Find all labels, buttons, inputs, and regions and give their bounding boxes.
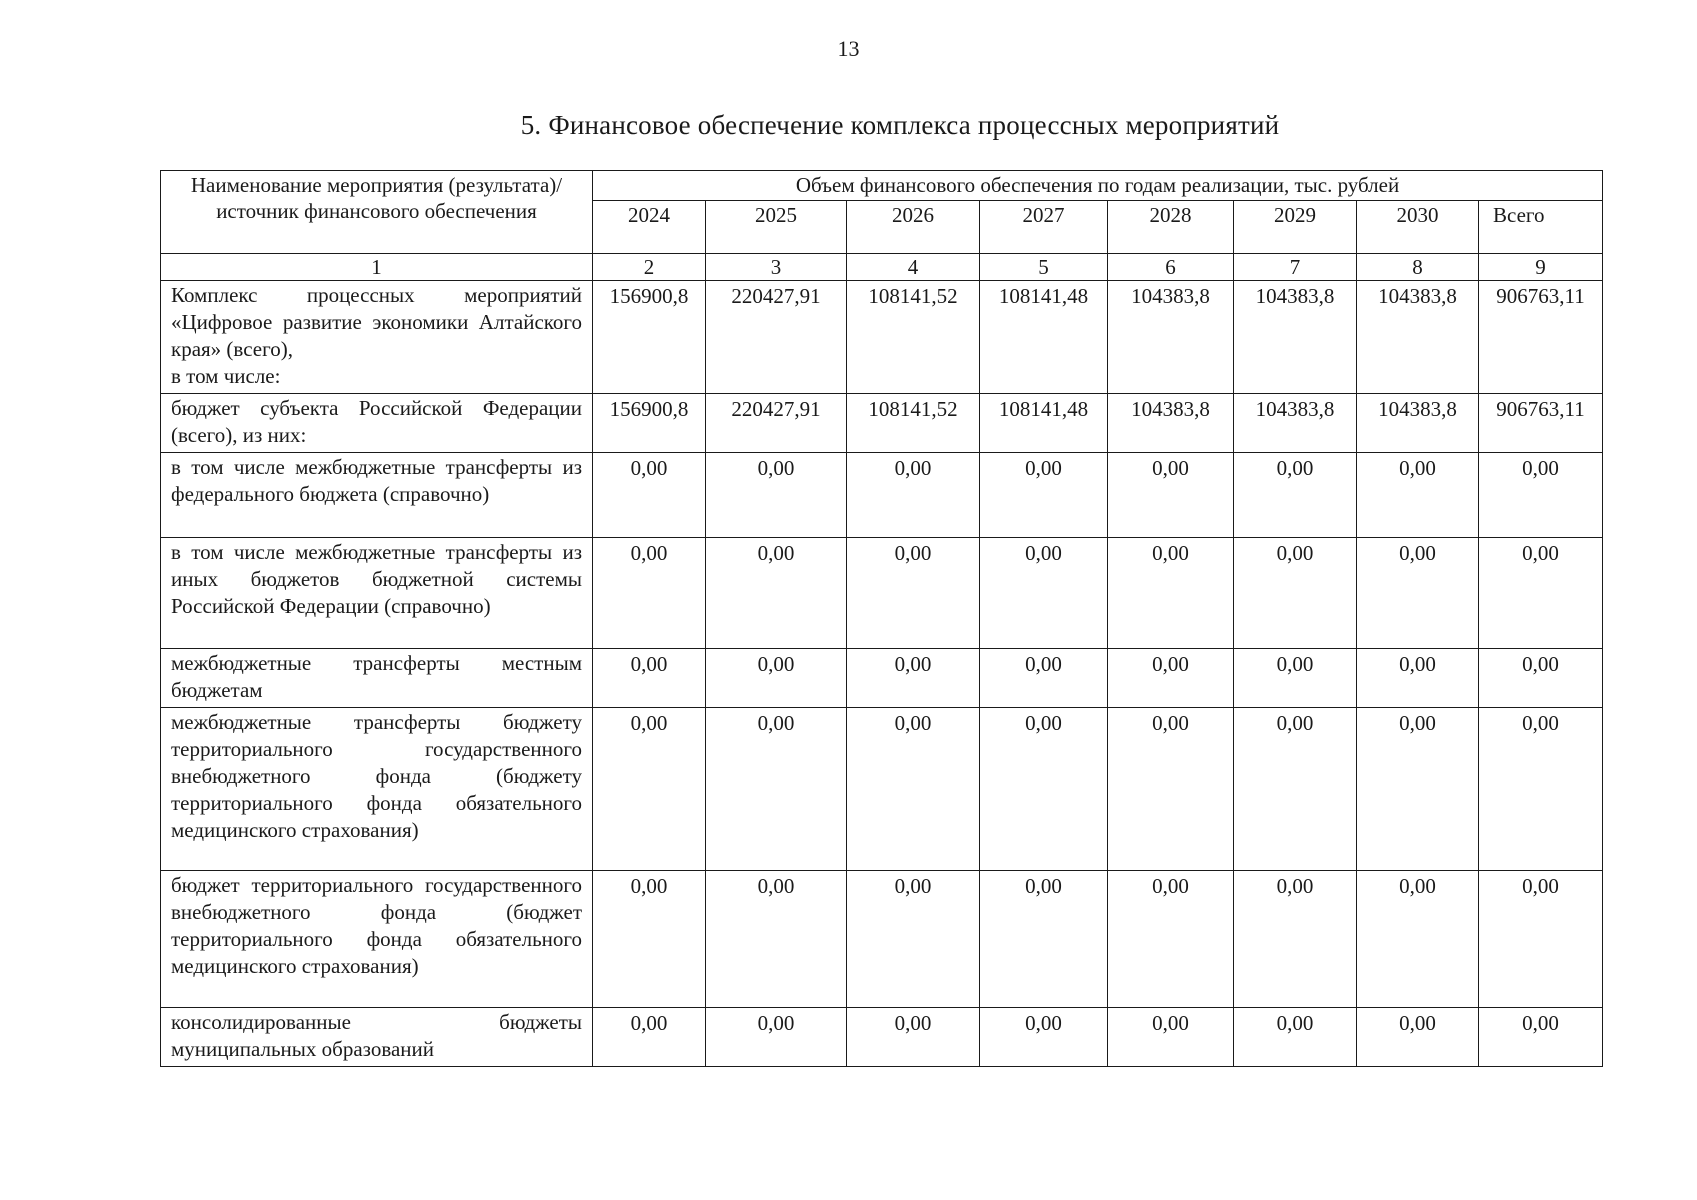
value-cell: 0,00 — [706, 649, 847, 708]
document-title: 5. Финансовое обеспечение комплекса процессных мероприятий — [520, 110, 1280, 140]
column-number: 8 — [1357, 254, 1479, 281]
table-row — [161, 281, 1603, 394]
table-row — [161, 1008, 1603, 1067]
value-cell: 0,00 — [847, 538, 980, 649]
column-number: 4 — [847, 254, 980, 281]
value-cell: 108141,48 — [980, 394, 1108, 453]
value-cell: 0,00 — [1108, 538, 1234, 649]
table-row — [161, 538, 1603, 649]
row-label: межбюджетные трансферты бюджету территориального государственного внебюджетного фонда (бюджету территориального фонда обязательного медицинского страхования) — [161, 708, 593, 871]
value-cell: 0,00 — [980, 453, 1108, 538]
value-cell: 0,00 — [847, 453, 980, 538]
value-cell: 0,00 — [980, 538, 1108, 649]
value-cell: 108141,48 — [980, 281, 1108, 394]
year-header: 2027 — [980, 201, 1108, 254]
value-cell: 156900,8 — [593, 394, 706, 453]
financing-table — [160, 170, 1603, 1067]
total-cell: 0,00 — [1479, 453, 1603, 538]
value-cell: 0,00 — [593, 538, 706, 649]
name-column-header: Наименование мероприятия (результата)/источник финансового обеспечения — [161, 171, 593, 254]
row-label: в том числе межбюджетные трансферты из иных бюджетов бюджетной системы Российской Федерации (справочно) — [161, 538, 593, 649]
value-cell: 0,00 — [980, 871, 1108, 1008]
table-row — [161, 453, 1603, 538]
value-cell: 0,00 — [1234, 1008, 1357, 1067]
value-cell: 0,00 — [980, 708, 1108, 871]
value-cell: 0,00 — [1108, 453, 1234, 538]
column-number: 1 — [161, 254, 593, 281]
value-cell: 0,00 — [1357, 1008, 1479, 1067]
value-cell: 156900,8 — [593, 281, 706, 394]
total-cell: 0,00 — [1479, 871, 1603, 1008]
value-cell: 0,00 — [1357, 708, 1479, 871]
value-cell: 0,00 — [1108, 708, 1234, 871]
value-cell: 220427,91 — [706, 394, 847, 453]
year-header: 2026 — [847, 201, 980, 254]
value-cell: 104383,8 — [1234, 281, 1357, 394]
year-header: 2030 — [1357, 201, 1479, 254]
value-cell: 0,00 — [1234, 538, 1357, 649]
value-cell: 104383,8 — [1234, 394, 1357, 453]
row-label: бюджет территориального государственного внебюджетного фонда (бюджет территориального фонда обязательного медицинского страхования) — [161, 871, 593, 1008]
column-number: 3 — [706, 254, 847, 281]
total-cell: 0,00 — [1479, 1008, 1603, 1067]
value-cell: 0,00 — [706, 708, 847, 871]
value-cell: 0,00 — [1108, 649, 1234, 708]
value-cell: 0,00 — [706, 538, 847, 649]
column-number: 9 — [1479, 254, 1603, 281]
volume-header: Объем финансового обеспечения по годам реализации, тыс. рублей — [593, 171, 1603, 201]
value-cell: 0,00 — [847, 1008, 980, 1067]
row-label: межбюджетные трансферты местным бюджетам — [161, 649, 593, 708]
column-number: 5 — [980, 254, 1108, 281]
total-cell: 906763,11 — [1479, 281, 1603, 394]
row-label: в том числе межбюджетные трансферты из федерального бюджета (справочно) — [161, 453, 593, 538]
row-label-text: Комплекс процессных мероприятий «Цифровое развитие экономики Алтайского края» (всего), — [171, 283, 582, 361]
value-cell: 0,00 — [1357, 453, 1479, 538]
year-header: 2025 — [706, 201, 847, 254]
value-cell: 0,00 — [1357, 538, 1479, 649]
page-number: 13 — [837, 36, 860, 61]
value-cell: 0,00 — [1234, 649, 1357, 708]
value-cell: 0,00 — [1234, 453, 1357, 538]
value-cell: 0,00 — [593, 1008, 706, 1067]
value-cell: 108141,52 — [847, 281, 980, 394]
year-header: 2029 — [1234, 201, 1357, 254]
value-cell: 0,00 — [1108, 871, 1234, 1008]
total-cell: 0,00 — [1479, 708, 1603, 871]
value-cell: 220427,91 — [706, 281, 847, 394]
value-cell: 0,00 — [593, 649, 706, 708]
value-cell: 104383,8 — [1108, 394, 1234, 453]
value-cell: 0,00 — [1108, 1008, 1234, 1067]
value-cell: 0,00 — [1234, 708, 1357, 871]
value-cell: 104383,8 — [1357, 394, 1479, 453]
total-cell: 0,00 — [1479, 649, 1603, 708]
value-cell: 0,00 — [1234, 871, 1357, 1008]
value-cell: 0,00 — [980, 649, 1108, 708]
value-cell: 0,00 — [847, 708, 980, 871]
table-row — [161, 708, 1603, 871]
row-label — [161, 281, 593, 394]
column-number: 7 — [1234, 254, 1357, 281]
value-cell: 0,00 — [706, 453, 847, 538]
column-number: 2 — [593, 254, 706, 281]
total-cell: 906763,11 — [1479, 394, 1603, 453]
value-cell: 0,00 — [593, 871, 706, 1008]
value-cell: 0,00 — [706, 871, 847, 1008]
table-row — [161, 649, 1603, 708]
value-cell: 104383,8 — [1108, 281, 1234, 394]
column-number-row — [161, 254, 1603, 281]
table-row — [161, 871, 1603, 1008]
table-row — [161, 394, 1603, 453]
value-cell: 0,00 — [980, 1008, 1108, 1067]
value-cell: 0,00 — [1357, 649, 1479, 708]
row-label-tail: в том числе: — [171, 364, 281, 388]
column-number: 6 — [1108, 254, 1234, 281]
total-cell: 0,00 — [1479, 538, 1603, 649]
value-cell: 108141,52 — [847, 394, 980, 453]
total-header: Всего — [1479, 201, 1603, 254]
row-label: бюджет субъекта Российской Федерации (всего), из них: — [161, 394, 593, 453]
value-cell: 0,00 — [847, 649, 980, 708]
value-cell: 104383,8 — [1357, 281, 1479, 394]
value-cell: 0,00 — [593, 453, 706, 538]
year-header: 2024 — [593, 201, 706, 254]
year-header: 2028 — [1108, 201, 1234, 254]
row-label: консолидированные бюджеты муниципальных образований — [161, 1008, 593, 1067]
value-cell: 0,00 — [1357, 871, 1479, 1008]
value-cell: 0,00 — [706, 1008, 847, 1067]
value-cell: 0,00 — [593, 708, 706, 871]
value-cell: 0,00 — [847, 871, 980, 1008]
